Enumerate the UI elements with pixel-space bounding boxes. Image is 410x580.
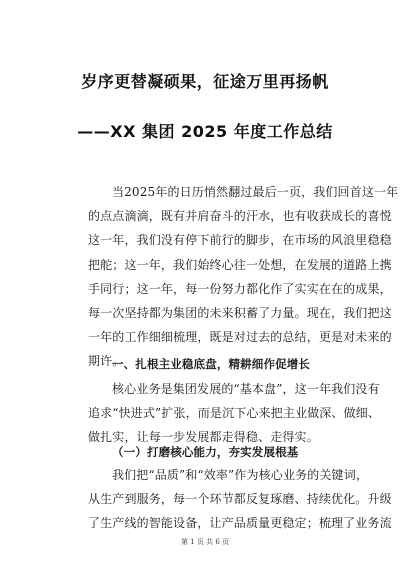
text-line: 的点点滴滴，既有并肩奋斗的汗水，也有收获成长的喜悦 [88, 209, 392, 224]
text-line: 一年的工作细细梳理，既是对过去的总结，更是对未来的 [88, 330, 392, 345]
text-line: 把舵；这一年，我们始终心往一处想，在发展的道路上携 [88, 257, 392, 272]
section-heading [88, 352, 331, 376]
text-line: 当2025年的日历悄然翻过最后一页，我们回首这一年 [112, 185, 399, 199]
text-line: 这一年，我们没有停下前行的脚步，在市场的风浪里稳稳 [88, 233, 392, 248]
intro-paragraph [88, 180, 399, 374]
subsection-heading [88, 440, 331, 464]
heading-line: （一）打磨核心能力，夯实发展根基 [112, 445, 299, 459]
text-line: 做扎实，让每一步发展都走得稳、走得实。 [88, 430, 319, 445]
document-subtitle: ——XX 集团 2025 年度工作总结 [77, 122, 333, 141]
document-title: 岁序更替凝硕果，征途万里再扬帆 [81, 72, 329, 91]
text-line: 从生产到服务，每一个环节都反复琢磨、持续优化。升级 [88, 492, 392, 507]
body-paragraph [88, 377, 381, 450]
heading-line: 一、扎根主业稳底盘，精耕细作促增长 [112, 357, 311, 371]
text-line: 每一次坚持都为集团的未来积蓄了力量。现在，我们把这 [88, 305, 392, 320]
text-line: 追求“快进式”扩张，而是沉下心来把主业做深、做细、 [88, 406, 381, 421]
page-footer: 第 1 页 共 6 页 [180, 538, 230, 546]
text-line: 我们把“品质”和“效率”作为核心业务的关键词， [112, 468, 368, 482]
text-line: 了生产线的智能设备，让产品质量更稳定；梳理了业务流 [88, 516, 392, 531]
text-line: 手同行；这一年，每一份努力都化作了实实在在的成果， [88, 281, 392, 296]
text-line: 核心业务是集团发展的“基本盘”，这一年我们没有 [112, 382, 380, 396]
text-line: 期许。 [88, 354, 125, 369]
body-paragraph [88, 463, 392, 536]
